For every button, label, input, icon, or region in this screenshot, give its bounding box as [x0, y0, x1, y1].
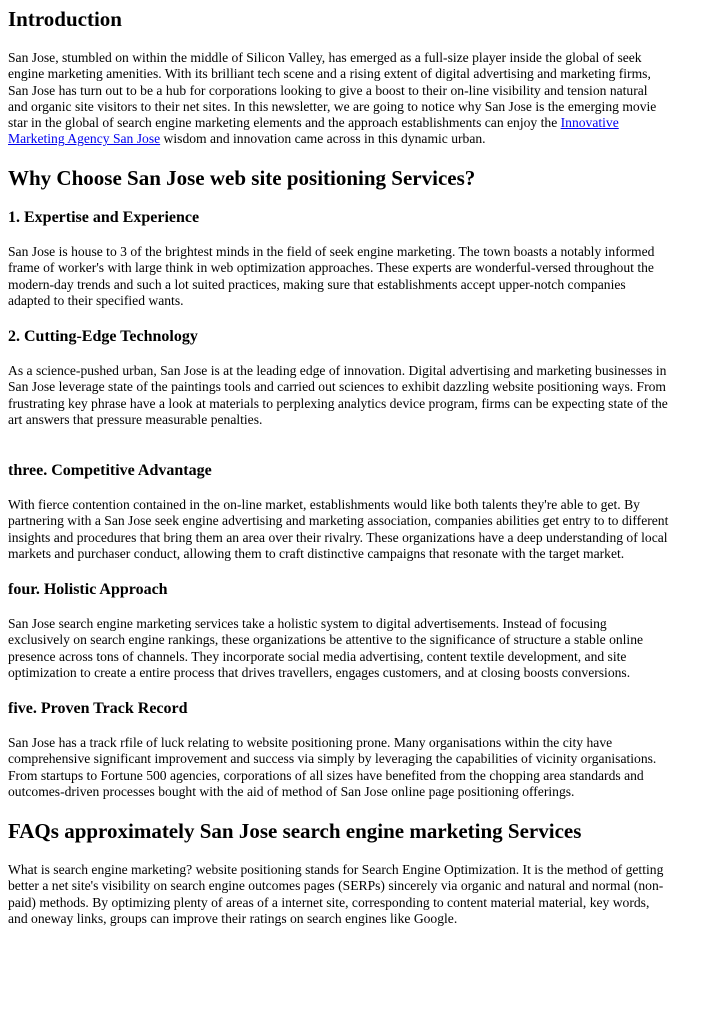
intro-line: San Jose, stumbled on within the middle of Silicon Valley, has emerged as a full-size player inside the global of seek [8, 50, 642, 65]
expertise-paragraph [8, 244, 720, 309]
track-record-heading: five. Proven Track Record [8, 700, 188, 717]
intro-text: wisdom and innovation came across in this dynamic urban. [160, 131, 486, 147]
intro-line [8, 115, 720, 131]
intro-heading: Introduction [8, 7, 122, 31]
paragraph-line: comprehensive significant improvement and success via simply by leveraging the capabilities of vicinity organisations. [8, 751, 657, 767]
competitive-advantage-paragraph [8, 497, 720, 562]
intro-text: star in the global of search engine marketing elements and the approach establishments can enjoy the [8, 115, 561, 131]
paragraph-line: frame of worker's with large think in web optimization approaches. These experts are wonderful-versed throughout the [8, 260, 654, 276]
intro-line: engine marketing amenities. With its brilliant tech scene and a rising extent of digital advertising and marketing firms, [8, 66, 651, 82]
faq-paragraph [8, 862, 720, 927]
paragraph-line: San Jose leverage state of the paintings tools and carried out sciences to exhibit dazzling website positioning ways. From [8, 379, 667, 395]
expertise-heading: 1. Expertise and Experience [8, 209, 200, 226]
intro-line: and organic site visitors to their net sites. In this newsletter, we are going to notice why San Jose is the emerging movie [8, 98, 657, 114]
paragraph-line: presence across tons of channels. They incorporate social media advertising, content textile development, and site [8, 648, 627, 664]
paragraph-line: As a science-pushed urban, San Jose is at the leading edge of innovation. Digital advertising and marketing businesses in [8, 363, 667, 378]
intro-paragraph [8, 50, 720, 148]
paragraph-line: What is search engine marketing? website positioning stands for Search Engine Optimization. It is the method of getting [8, 862, 664, 877]
technology-paragraph [8, 363, 720, 428]
paragraph-line: paid) methods. By optimizing plenty of areas of a internet site, corresponding to content material material, key words, [8, 894, 650, 910]
paragraph-line: From startups to Fortune 500 agencies, corporations of all sizes have benefited from the chopping area standards and [8, 767, 644, 783]
paragraph-line: optimization to create a entire process that drives travellers, engages customers, and at closing boosts conversions. [8, 664, 631, 680]
faq-heading: FAQs approximately San Jose search engine marketing Services [8, 819, 582, 843]
innovative-marketing-agency-link-continued[interactable]: Marketing Agency San Jose [8, 131, 161, 147]
competitive-advantage-heading: three. Competitive Advantage [8, 462, 212, 479]
holistic-approach-paragraph [8, 616, 720, 681]
paragraph-line: With fierce contention contained in the on-line market, establishments would like both talents they're able to get. By [8, 497, 640, 512]
paragraph-line: partnering with a San Jose seek engine advertising and marketing association, companies abilities get entry to to different [8, 513, 669, 529]
paragraph-line: better a net site's visibility on search engine outcomes pages (SERPs) sincerely via organic and natural and normal (non- [8, 878, 664, 894]
intro-line [8, 131, 720, 147]
track-record-paragraph [8, 735, 720, 800]
paragraph-line: frustrating key phrase have a look at materials to perplexing analytics device program, firms can be expecting state of the [8, 395, 668, 411]
paragraph-line: insights and procedures that bring them an area over their rivalry. These organizations have a deep understanding of local [8, 529, 668, 545]
paragraph-line: outcomes-driven processes bought with the aid of method of San Jose online page positioning offerings. [8, 783, 575, 799]
paragraph-line: adapted to their specified wants. [8, 292, 184, 308]
intro-line: San Jose has turn out to be a hub for corporations looking to give a boost to their on-line visibility and tension natural [8, 82, 648, 98]
paragraph-line: San Jose search engine marketing services take a holistic system to digital advertisements. Instead of focusing [8, 616, 607, 631]
paragraph-line: modern-day trends and such a lot suited practices, making sure that establishments accept upper-notch companies [8, 276, 626, 292]
why-choose-heading: Why Choose San Jose web site positioning Services? [8, 166, 476, 190]
paragraph-line: San Jose is house to 3 of the brightest minds in the field of seek engine marketing. The town boasts a notably informed [8, 244, 655, 259]
paragraph-line: San Jose has a track rfile of luck relating to website positioning prone. Many organisations within the city have [8, 735, 613, 750]
paragraph-line: exclusively on search engine rankings, these organizations be attentive to the significance of structure a stable online [8, 632, 644, 648]
paragraph-line: and oneway links, groups can improve their ratings on search engines like Google. [8, 910, 458, 926]
holistic-approach-heading: four. Holistic Approach [8, 581, 168, 598]
innovative-marketing-agency-link[interactable]: Innovative [560, 115, 619, 131]
technology-heading: 2. Cutting-Edge Technology [8, 328, 198, 345]
paragraph-line: art answers that pressure measurable penalties. [8, 411, 263, 427]
paragraph-line: markets and purchaser conduct, allowing them to craft distinctive campaigns that resonate with the target market. [8, 545, 625, 561]
